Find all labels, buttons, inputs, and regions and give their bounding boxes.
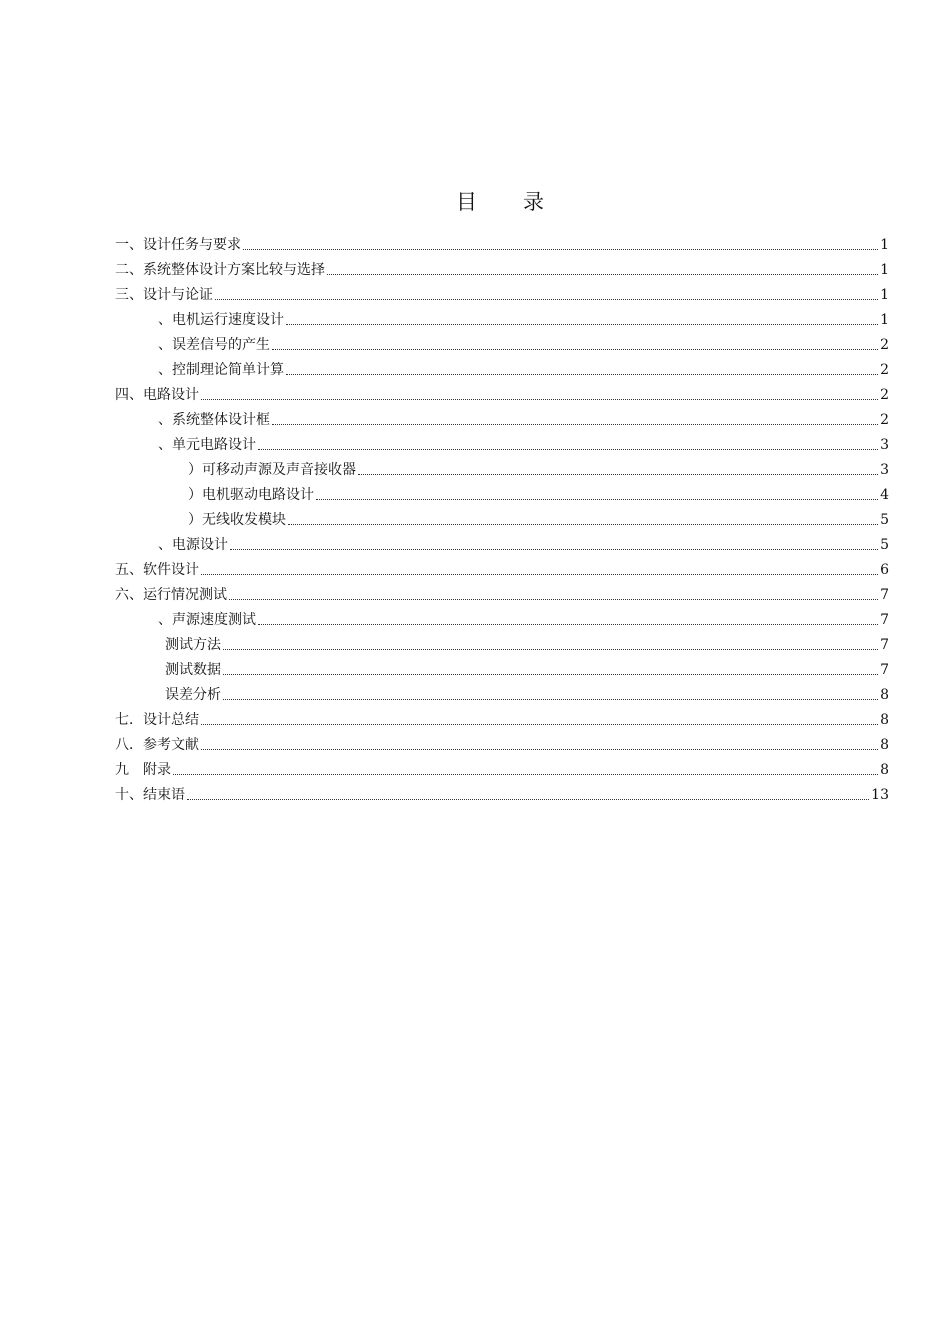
toc-entry-page: 1 xyxy=(880,237,889,253)
toc-leader-dots xyxy=(201,749,878,750)
toc-leader-dots xyxy=(187,799,869,800)
toc-entry-label: 测试数据 xyxy=(165,662,221,678)
toc-entry[interactable] xyxy=(158,607,889,629)
toc-entry[interactable] xyxy=(158,407,889,429)
toc-leader-dots xyxy=(258,449,878,450)
toc-entry[interactable] xyxy=(115,582,889,604)
toc-entry[interactable] xyxy=(115,732,889,754)
toc-entry-label: ）电机驱动电路设计 xyxy=(188,487,314,503)
toc-leader-dots xyxy=(229,599,878,600)
toc-entry[interactable] xyxy=(165,657,889,679)
toc-entry-page: 7 xyxy=(880,587,889,603)
toc-entry[interactable] xyxy=(158,432,889,454)
toc-leader-dots xyxy=(201,724,878,725)
toc-entry-label: 六、运行情况测试 xyxy=(115,587,227,603)
toc-leader-dots xyxy=(215,299,878,300)
toc-entry-page: 2 xyxy=(880,412,889,428)
toc-entry[interactable] xyxy=(115,232,889,254)
toc-entry-label: 七．设计总结 xyxy=(115,712,199,728)
toc-entry-page: 7 xyxy=(880,662,889,678)
toc-leader-dots xyxy=(358,474,878,475)
toc-entry-label: 八．参考文献 xyxy=(115,737,199,753)
toc-entry-page: 4 xyxy=(880,487,889,503)
toc-entry[interactable] xyxy=(115,282,889,304)
toc-title xyxy=(0,186,950,216)
toc-entry-page: 2 xyxy=(880,337,889,353)
toc-leader-dots xyxy=(316,499,878,500)
toc-leader-dots xyxy=(201,574,878,575)
toc-entry-label: 、控制理论简单计算 xyxy=(158,362,284,378)
toc-entry-label: 十、结束语 xyxy=(115,787,185,803)
toc-title-char-1: 目 xyxy=(456,190,477,214)
toc-leader-dots xyxy=(327,274,878,275)
toc-entry-page: 8 xyxy=(880,712,889,728)
toc-entry-label: ）可移动声源及声音接收器 xyxy=(188,462,356,478)
toc-entry[interactable] xyxy=(188,507,889,529)
toc-leader-dots xyxy=(272,424,878,425)
toc-entry[interactable] xyxy=(115,757,889,779)
toc-entry[interactable] xyxy=(115,382,889,404)
toc-entry-label: 、系统整体设计框 xyxy=(158,412,270,428)
toc-entry-page: 1 xyxy=(880,262,889,278)
toc-leader-dots xyxy=(230,549,878,550)
toc-entry-label: 误差分析 xyxy=(165,687,221,703)
toc-entry-page: 8 xyxy=(880,737,889,753)
toc-entry-page: 5 xyxy=(880,537,889,553)
toc-leader-dots xyxy=(173,774,878,775)
toc-entry-page: 1 xyxy=(880,287,889,303)
toc-leader-dots xyxy=(223,699,878,700)
toc-entry-label: 二、系统整体设计方案比较与选择 xyxy=(115,262,325,278)
toc-entry-page: 7 xyxy=(880,612,889,628)
toc-entry-page: 8 xyxy=(880,762,889,778)
toc-entry-page: 7 xyxy=(880,637,889,653)
toc-entry-label: 五、软件设计 xyxy=(115,562,199,578)
toc-entry[interactable] xyxy=(115,557,889,579)
toc-entry-page: 2 xyxy=(880,387,889,403)
toc-entry-page: 1 xyxy=(880,312,889,328)
toc-leader-dots xyxy=(223,674,878,675)
toc-entry-page: 8 xyxy=(880,687,889,703)
toc-entry-page: 3 xyxy=(880,437,889,453)
toc-entry-page: 3 xyxy=(880,462,889,478)
toc-entry[interactable] xyxy=(158,532,889,554)
toc-entry[interactable] xyxy=(158,357,889,379)
toc-entry[interactable] xyxy=(158,307,889,329)
toc-entry[interactable] xyxy=(188,457,889,479)
toc-title-char-2: 录 xyxy=(523,190,544,214)
toc-entry[interactable] xyxy=(115,782,889,804)
toc-leader-dots xyxy=(288,524,878,525)
toc-leader-dots xyxy=(286,324,878,325)
toc-entry[interactable] xyxy=(165,682,889,704)
toc-leader-dots xyxy=(243,249,878,250)
toc-entry-label: 、声源速度测试 xyxy=(158,612,256,628)
toc-entry[interactable] xyxy=(115,707,889,729)
toc-entry-label: 四、电路设计 xyxy=(115,387,199,403)
toc-entry-page: 13 xyxy=(871,787,889,803)
toc-entry-label: 测试方法 xyxy=(165,637,221,653)
toc-leader-dots xyxy=(201,399,878,400)
toc-entry-label: 、单元电路设计 xyxy=(158,437,256,453)
toc-leader-dots xyxy=(258,624,878,625)
toc-leader-dots xyxy=(286,374,878,375)
toc-entry-label: 一、设计任务与要求 xyxy=(115,237,241,253)
toc-leader-dots xyxy=(223,649,878,650)
toc-entry-label: 、电源设计 xyxy=(158,537,228,553)
toc-entry-page: 5 xyxy=(880,512,889,528)
toc-entry-label: 三、设计与论证 xyxy=(115,287,213,303)
toc-leader-dots xyxy=(272,349,878,350)
toc-entry-label: ）无线收发模块 xyxy=(188,512,286,528)
toc-entry[interactable] xyxy=(158,332,889,354)
toc-entry-page: 6 xyxy=(880,562,889,578)
toc-entry[interactable] xyxy=(165,632,889,654)
toc-entry-label: 九 附录 xyxy=(115,762,171,778)
toc-entry-label: 、电机运行速度设计 xyxy=(158,312,284,328)
toc-entry[interactable] xyxy=(115,257,889,279)
toc-entry-label: 、误差信号的产生 xyxy=(158,337,270,353)
toc-entry-page: 2 xyxy=(880,362,889,378)
toc-entry[interactable] xyxy=(188,482,889,504)
